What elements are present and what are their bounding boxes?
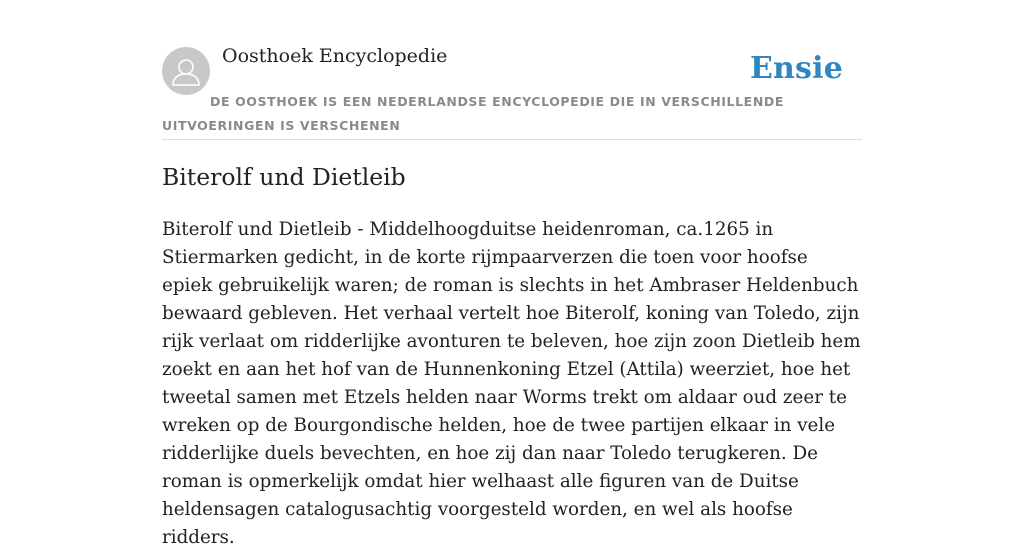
article-title: Biterolf und Dietleib [162,163,406,191]
article-body: Biterolf und Dietleib - Middelhoogduitse heidenroman, ca.1265 in Stiermarken gedicht, in de korte rijmpaarverzen die toen voor hoofse epiek gebruikelijk waren; de roman is slechts in het Ambraser Heldenbuch bewaard gebleven. Het verhaal vertelt hoe Biterolf, koning van Toledo, zijn rijk verlaat om ridderlijke avonturen te beleven, hoe zijn zoon Dietleib hem zoekt en aan het hof van de Hunnenkoning Etzel (Attila) weerziet, hoe het tweetal samen met Etzels helden naar Worms trekt om aldaar oud zeer te wreken op de Bourgondische helden, hoe de twee partijen elkaar in vele ridderlijke duels bevechten, en hoe zij dan naar Toledo terugkeren. De roman is opmerkelijk omdat hier welhaast alle figuren van de Duitse heldensagen catalogusachtig voorgesteld worden, en wel als hoofse ridders. [162,219,861,548]
header-divider [162,139,862,140]
source-name-link[interactable]: Oosthoek Encyclopedie [222,45,448,67]
user-avatar-icon[interactable] [162,47,210,95]
source-header [162,0,862,140]
source-description: DE OOSTHOEK IS EEN NEDERLANDSE ENCYCLOPEDIE DIE IN VERSCHILLENDE UITVOERINGEN IS VERSCHENEN [162,94,784,133]
page [162,0,862,548]
ensie-logo-link[interactable]: Ensie [749,51,843,86]
